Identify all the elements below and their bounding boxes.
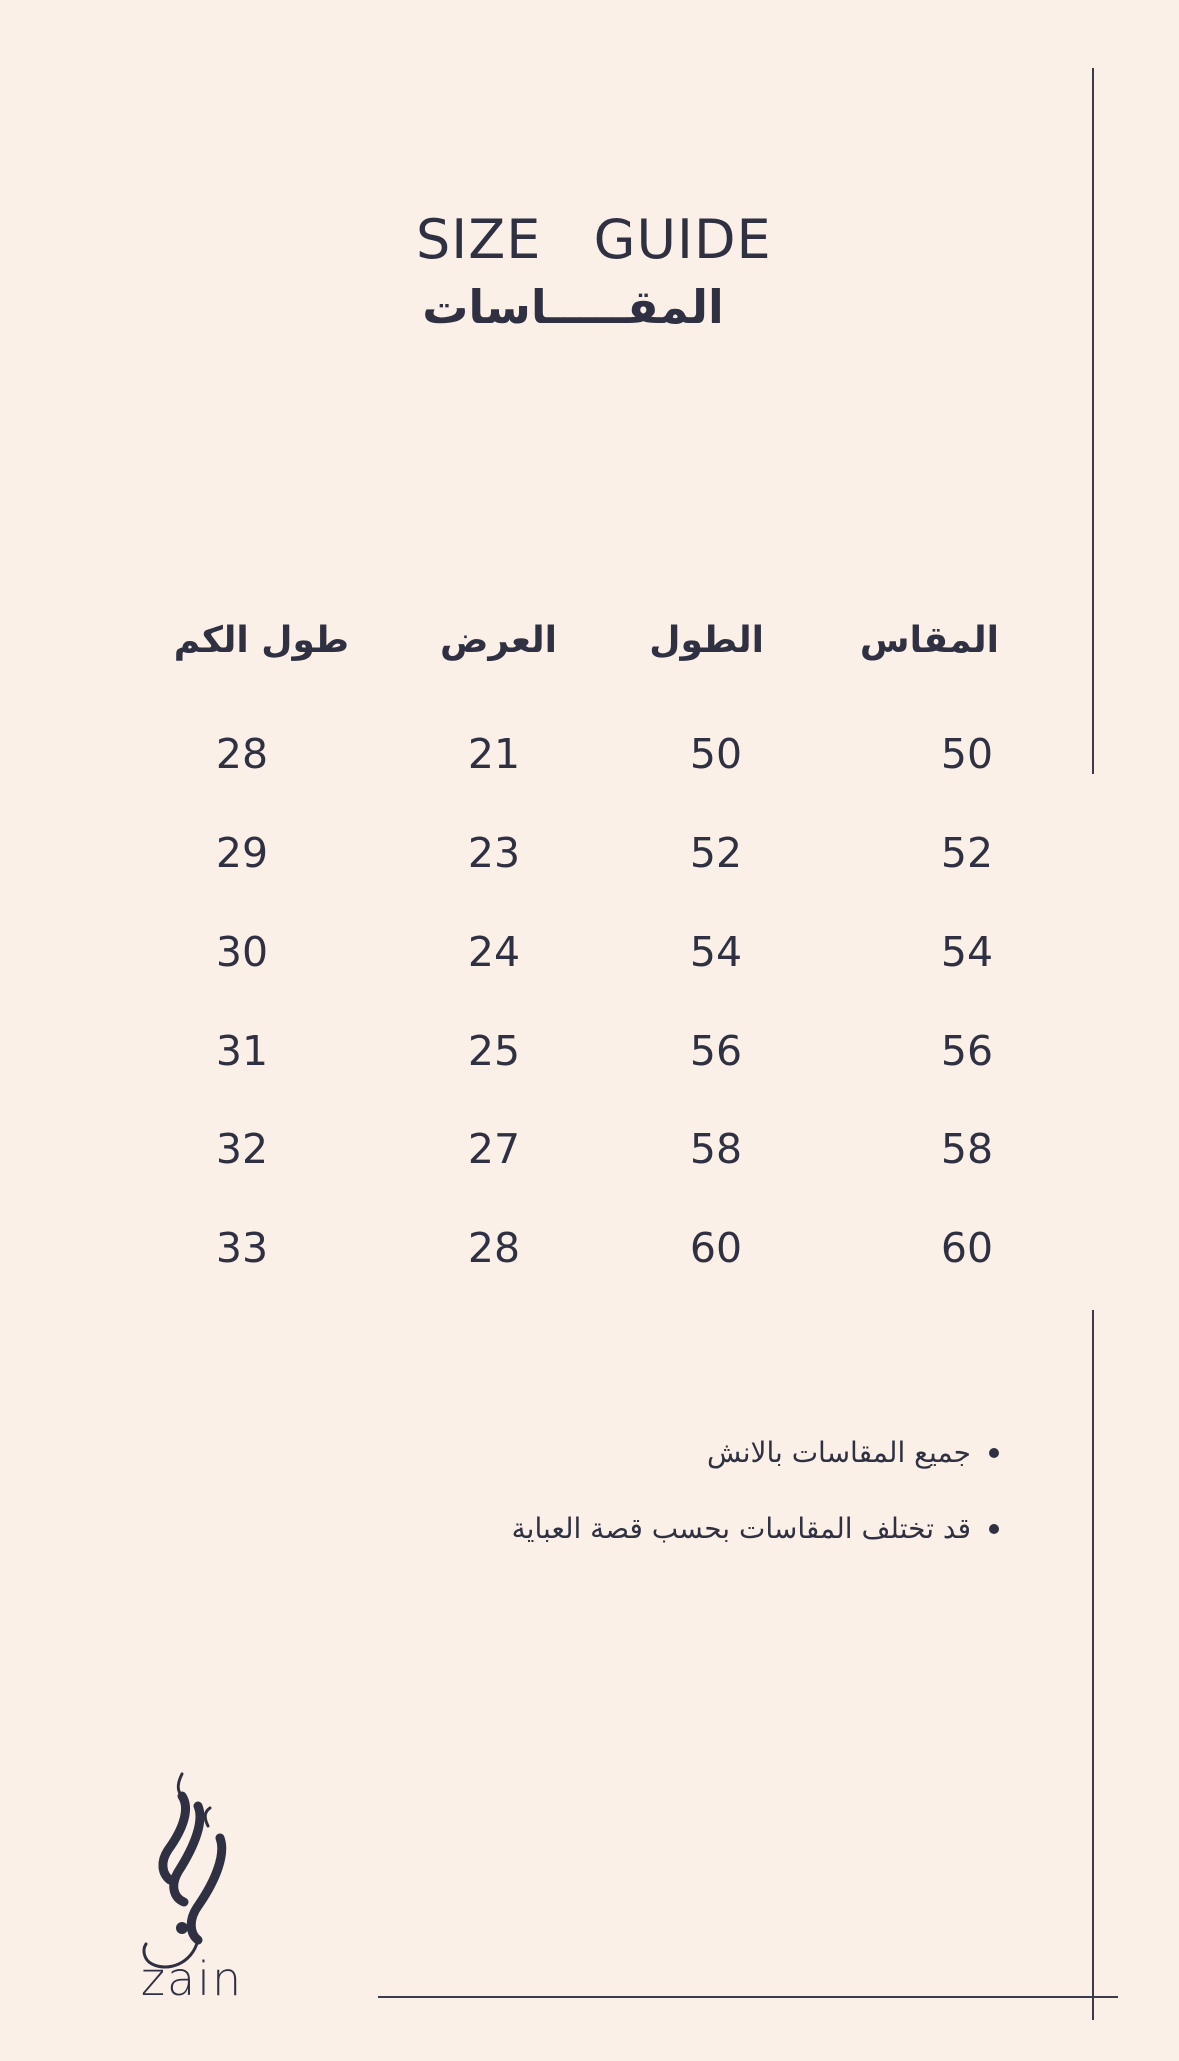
cell-width: 21 — [467, 730, 521, 778]
page-title-english: SIZE GUIDE — [416, 208, 772, 271]
cell-size: 50 — [940, 730, 994, 778]
note-text: قد تختلف المقاسات بحسب قصة العباية — [511, 1512, 971, 1545]
cell-length: 56 — [689, 1027, 743, 1075]
cell-size: 58 — [940, 1125, 994, 1173]
bullet-icon — [989, 1524, 999, 1534]
cell-sleeve: 32 — [215, 1125, 269, 1173]
cell-length: 54 — [689, 928, 743, 976]
cell-sleeve: 28 — [215, 730, 269, 778]
cell-size: 60 — [940, 1224, 994, 1272]
cell-width: 28 — [467, 1224, 521, 1272]
bullet-icon — [989, 1448, 999, 1458]
cell-width: 24 — [467, 928, 521, 976]
frame-line-bottom — [378, 1996, 1118, 1998]
note-item — [707, 1436, 999, 1469]
cell-sleeve: 31 — [215, 1027, 269, 1075]
cell-sleeve: 33 — [215, 1224, 269, 1272]
header-width: العرض — [440, 620, 557, 661]
cell-sleeve: 30 — [215, 928, 269, 976]
cell-length: 58 — [689, 1125, 743, 1173]
cell-sleeve: 29 — [215, 829, 269, 877]
cell-size: 54 — [940, 928, 994, 976]
cell-width: 27 — [467, 1125, 521, 1173]
cell-width: 23 — [467, 829, 521, 877]
header-sleeve-length: طول الكم — [173, 620, 349, 661]
cell-width: 25 — [467, 1027, 521, 1075]
header-length: الطول — [649, 620, 764, 661]
cell-length: 52 — [689, 829, 743, 877]
brand-wordmark: zain — [140, 1952, 244, 2006]
note-text: جميع المقاسات بالانش — [707, 1436, 971, 1469]
frame-line-right-bottom — [1092, 1310, 1094, 2020]
cell-length: 60 — [689, 1224, 743, 1272]
note-item — [512, 1512, 999, 1545]
cell-size: 52 — [940, 829, 994, 877]
frame-line-right-top — [1092, 68, 1094, 774]
cell-size: 56 — [940, 1027, 994, 1075]
page-title-arabic: المقـــــاسات — [422, 280, 724, 334]
header-size: المقاس — [859, 620, 999, 661]
cell-length: 50 — [689, 730, 743, 778]
